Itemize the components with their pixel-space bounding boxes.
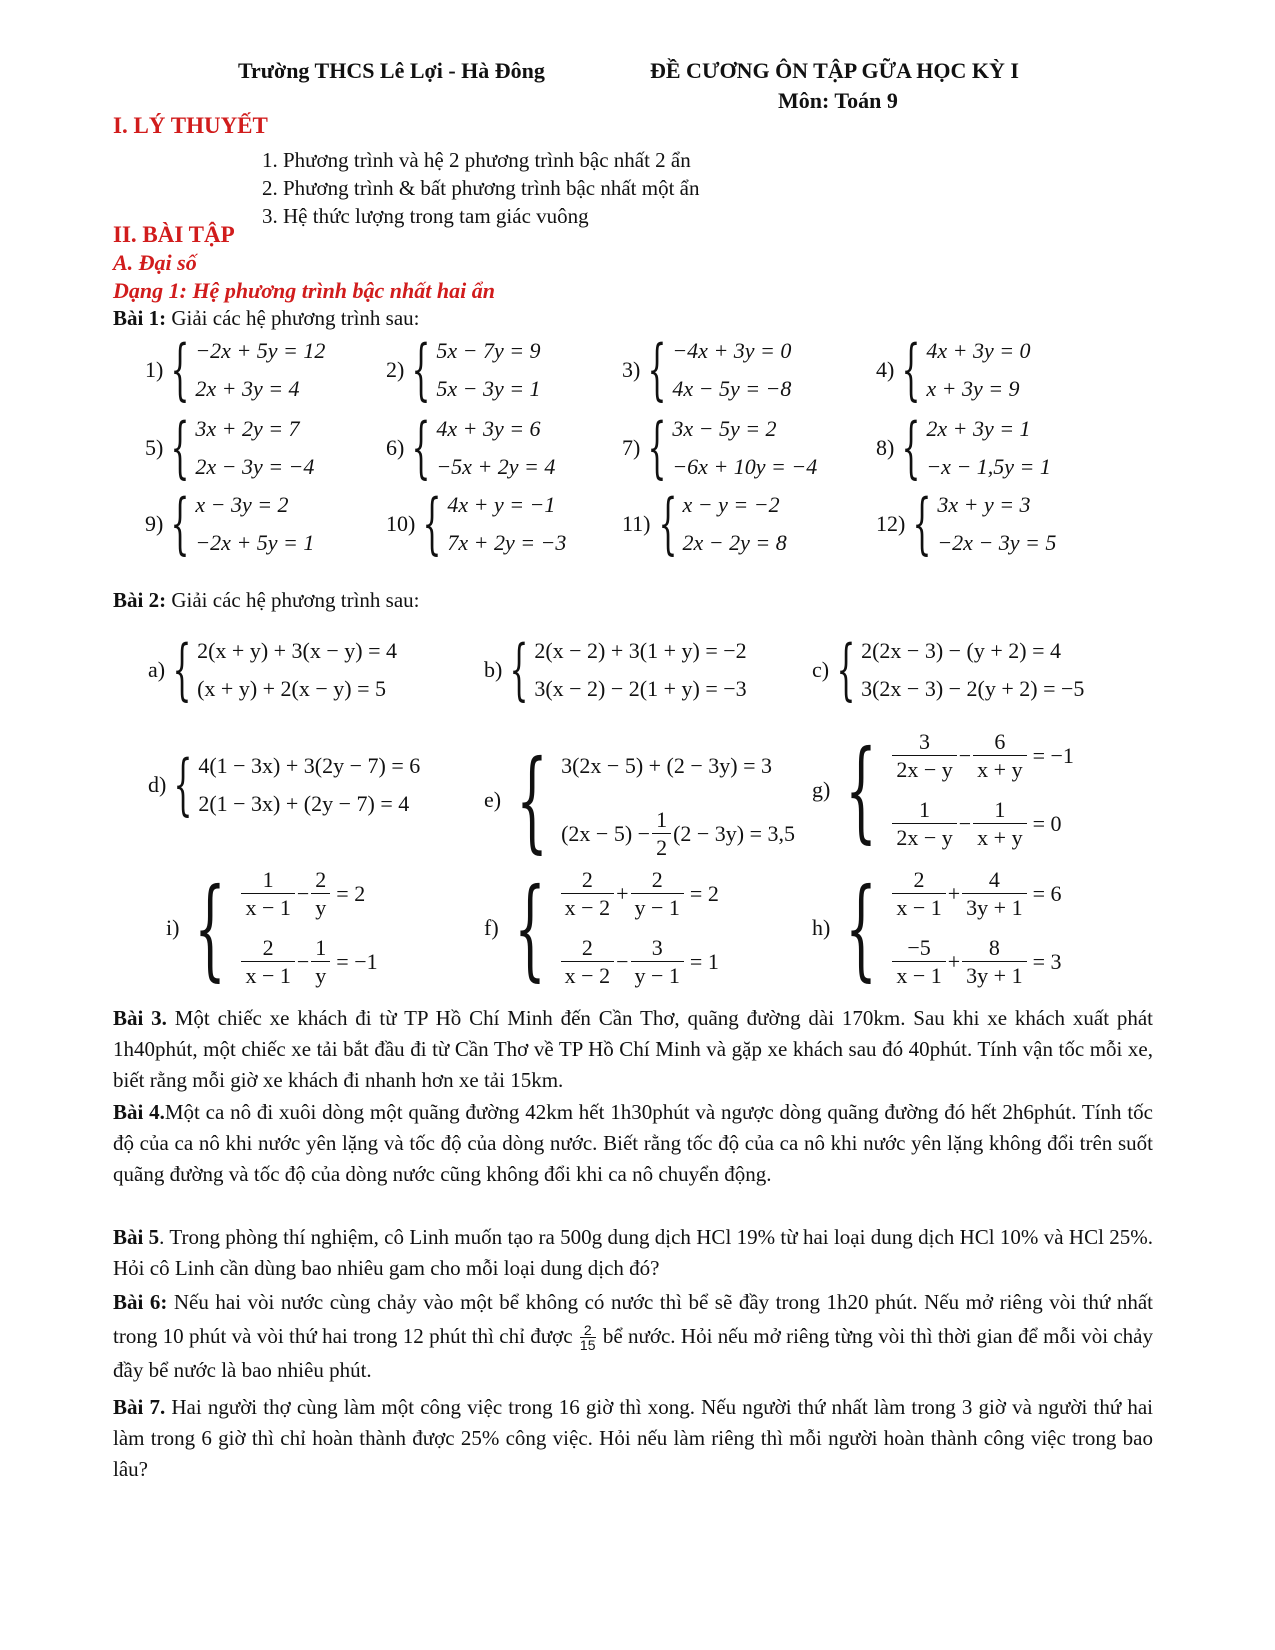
bai2-heading xyxy=(113,588,420,613)
rhs: = 2 xyxy=(336,881,366,906)
numerator: 1 xyxy=(994,796,1006,822)
problem-6 xyxy=(113,1285,1153,1387)
fraction xyxy=(973,797,1026,852)
system-8 xyxy=(876,410,1051,486)
system-label: 4) xyxy=(876,357,895,382)
rhs: = 6 xyxy=(1032,881,1062,906)
operator: − xyxy=(296,881,310,906)
problem-7 xyxy=(113,1392,1153,1485)
numerator: 1 xyxy=(315,934,327,960)
problem-text: . Trong phòng thí nghiệm, cô Linh muốn tạo ra 500g dung dịch HCl 19% từ hai loại dung dịch HCl 10% và HCl 25%. Hỏi cô Linh cần dùng bao nhiêu gam cho mỗi loại dung dịch đó? xyxy=(113,1225,1153,1280)
problem-text: Một chiếc xe khách đi từ TP Hồ Chí Minh đến Cần Thơ, quãng đường dài 170km. Sau khi xe khách xuất phát 1h40phút, một chiếc xe tải bắt đầu đi từ Cần Thơ về TP Hồ Chí Minh và gặp xe khách sau đó 40phút. Tính vận tốc mỗi xe, biết rằng mỗi giờ xe khách đi nhanh hơn xe tải 15km. xyxy=(113,1006,1153,1092)
brace-icon: { xyxy=(658,485,677,562)
denominator: 15 xyxy=(579,1337,596,1354)
denominator: x + y xyxy=(973,755,1026,784)
numerator: 8 xyxy=(988,934,1000,960)
brace-icon: { xyxy=(836,631,856,708)
bai2-text: Giải các hệ phương trình sau: xyxy=(166,588,420,612)
brace-icon: { xyxy=(172,631,192,708)
rhs: = 2 xyxy=(689,881,719,906)
equation: 4x − 5y = −8 xyxy=(672,376,792,401)
problem-text: Một ca nô đi xuôi dòng một quãng đường 42km hết 1h30phút và ngược dòng quãng đường đó hết 2h6phút. Tính tốc độ của ca nô khi nước yên lặng và tốc độ của dòng nước. Biết rằng tốc độ của ca nô khi nước yên lặng không đổi trên suốt quãng đường và tốc độ của dòng nước cũng không đổi khi ca nô chuyển động. xyxy=(113,1100,1153,1186)
system-label: 11) xyxy=(622,511,651,536)
equation: 3x + 2y = 7 xyxy=(195,416,300,441)
equation xyxy=(890,928,1061,996)
theory-list xyxy=(262,146,700,230)
system-label: e) xyxy=(484,787,502,812)
operator: − xyxy=(616,949,629,974)
system-label: 5) xyxy=(145,435,164,460)
denominator: x − 1 xyxy=(241,961,294,990)
equation: 7x + 2y = −3 xyxy=(447,530,567,555)
equation: (x + y) + 2(x − y) = 5 xyxy=(197,676,387,701)
brace-icon: { xyxy=(422,485,442,562)
operator: + xyxy=(947,949,961,974)
system-d xyxy=(148,747,420,823)
system-1 xyxy=(145,332,325,408)
system-g xyxy=(812,722,1074,858)
numerator: 2 xyxy=(262,934,274,960)
denominator: x − 1 xyxy=(892,961,945,990)
fraction xyxy=(241,867,294,922)
system-h xyxy=(812,860,1062,996)
equation: 2x − 2y = 8 xyxy=(682,530,787,555)
numerator: 2 xyxy=(315,866,327,892)
system-3 xyxy=(622,332,791,408)
brace-icon: { xyxy=(901,409,921,486)
denominator: x − 1 xyxy=(241,893,294,922)
equation xyxy=(561,800,795,868)
system-5 xyxy=(145,410,314,486)
denominator: 3y + 1 xyxy=(962,893,1026,922)
equation: 3(x − 2) − 2(1 + y) = −3 xyxy=(534,676,747,701)
equation: x − y = −2 xyxy=(682,492,780,517)
problem-3 xyxy=(113,1003,1153,1096)
exercises-heading: II. BÀI TẬP xyxy=(113,222,235,247)
system-label: 1) xyxy=(145,357,164,382)
equation: 2(x + y) + 3(x − y) = 4 xyxy=(197,638,398,663)
subject-line: Môn: Toán 9 xyxy=(778,88,898,113)
equation: 2(1 − 3x) + (2y − 7) = 4 xyxy=(198,791,410,816)
fraction xyxy=(561,935,614,990)
problem-text: Hai người thợ cùng làm một công việc trong 16 giờ thì xong. Nếu người thứ nhất làm trong 3 giờ và người thứ hai làm trong 6 giờ thì chỉ hoàn thành được 25% công việc. Hỏi nếu làm riêng thì mỗi người hoàn thành công việc trong bao lâu? xyxy=(113,1395,1154,1481)
denominator: x − 1 xyxy=(892,893,945,922)
fraction xyxy=(973,729,1026,784)
numerator: 2 xyxy=(913,866,925,892)
fraction xyxy=(892,729,956,784)
dang-heading: Dạng 1: Hệ phương trình bậc nhất hai ẩn xyxy=(113,278,495,303)
numerator: 2 xyxy=(651,866,663,892)
equation: −5x + 2y = 4 xyxy=(436,454,556,479)
denominator: x − 2 xyxy=(561,961,614,990)
system-label: d) xyxy=(148,772,167,797)
equation: 3(2x − 3) − 2(y + 2) = −5 xyxy=(861,676,1085,701)
equation: −6x + 10y = −4 xyxy=(672,454,818,479)
system-label: 10) xyxy=(386,511,416,536)
denominator: y xyxy=(311,893,330,922)
fraction xyxy=(892,867,945,922)
brace-icon: { xyxy=(170,409,190,486)
numerator: 1 xyxy=(656,806,668,832)
equation-part: (2 − 3y) = 3,5 xyxy=(673,821,796,846)
theory-item: 3. Hệ thức lượng trong tam giác vuông xyxy=(262,204,589,228)
equation: 2(2x − 3) − (y + 2) = 4 xyxy=(861,638,1062,663)
denominator: x + y xyxy=(973,823,1026,852)
rhs: = −1 xyxy=(1032,743,1074,768)
brace-icon: { xyxy=(194,864,227,992)
equation: 3(2x − 5) + (2 − 3y) = 3 xyxy=(561,753,773,778)
system-6 xyxy=(386,410,555,486)
equation: −2x − 3y = 5 xyxy=(937,530,1057,555)
system-4 xyxy=(876,332,1031,408)
problem-title: Bài 3. xyxy=(113,1006,167,1030)
system-label: 2) xyxy=(386,357,405,382)
operator: − xyxy=(958,811,972,836)
brace-icon: { xyxy=(845,864,878,992)
system-label: 12) xyxy=(876,511,906,536)
bai1-text: Giải các hệ phương trình sau: xyxy=(166,306,420,330)
problem-5 xyxy=(113,1222,1153,1284)
system-10 xyxy=(386,486,566,562)
system-label: 7) xyxy=(622,435,641,460)
denominator: 2x − y xyxy=(892,823,956,852)
system-label: b) xyxy=(484,657,503,682)
numerator: −5 xyxy=(907,934,931,960)
system-label: f) xyxy=(484,915,499,940)
system-label: a) xyxy=(148,657,166,682)
bai2-title: Bài 2: xyxy=(113,588,167,612)
system-c xyxy=(812,632,1084,708)
bai1-title: Bài 1: xyxy=(113,306,167,330)
bai1-heading xyxy=(113,306,420,331)
system-12 xyxy=(876,486,1056,562)
system-b xyxy=(484,632,747,708)
operator: + xyxy=(947,881,961,906)
system-9 xyxy=(145,486,314,562)
fraction xyxy=(241,935,294,990)
numerator: 1 xyxy=(262,866,274,892)
denominator: y − 1 xyxy=(631,961,684,990)
rhs: = −1 xyxy=(336,949,378,974)
equation xyxy=(559,928,719,996)
rhs: = 3 xyxy=(1032,949,1062,974)
system-11 xyxy=(622,486,787,562)
equation: x + 3y = 9 xyxy=(926,376,1020,401)
equation: 2(x − 2) + 3(1 + y) = −2 xyxy=(534,638,747,663)
denominator: 2 xyxy=(652,833,671,862)
system-i xyxy=(166,860,378,996)
equation xyxy=(890,722,1074,790)
system-label: 3) xyxy=(622,357,641,382)
equation: 3x − 5y = 2 xyxy=(672,416,777,441)
equation: 4x + 3y = 0 xyxy=(926,338,1031,363)
system-label: 6) xyxy=(386,435,405,460)
fraction xyxy=(580,1323,596,1353)
equation: 5x − 7y = 9 xyxy=(436,338,541,363)
rhs: = 0 xyxy=(1032,811,1062,836)
brace-icon: { xyxy=(170,331,190,408)
system-7 xyxy=(622,410,817,486)
system-2 xyxy=(386,332,541,408)
rhs: = 1 xyxy=(689,949,719,974)
numerator: 3 xyxy=(919,728,931,754)
brace-icon: { xyxy=(411,409,431,486)
document-title: ĐỀ CƯƠNG ÔN TẬP GỮA HỌC KỲ I xyxy=(650,58,1019,83)
system-f xyxy=(484,860,719,996)
theory-item: 1. Phương trình và hệ 2 phương trình bậc nhất 2 ẩn xyxy=(262,148,691,172)
brace-icon: { xyxy=(411,331,431,408)
denominator: y − 1 xyxy=(631,893,684,922)
equation: 3x + y = 3 xyxy=(937,492,1031,517)
denominator: x − 2 xyxy=(561,893,614,922)
numerator: 3 xyxy=(651,934,663,960)
equation xyxy=(890,860,1061,928)
problem-title: Bài 4. xyxy=(113,1100,165,1124)
problem-title: Bài 6: xyxy=(113,1290,168,1314)
system-label: g) xyxy=(812,777,831,802)
brace-icon: { xyxy=(513,864,546,992)
system-label: h) xyxy=(812,915,831,940)
fraction xyxy=(892,935,945,990)
operator: − xyxy=(296,949,310,974)
equation: −4x + 3y = 0 xyxy=(672,338,792,363)
theory-item: 2. Phương trình & bất phương trình bậc nhất một ẩn xyxy=(262,176,700,200)
brace-icon: { xyxy=(912,485,932,562)
part-heading: A. Đại số xyxy=(113,250,197,275)
equation: −2x + 5y = 12 xyxy=(195,338,326,363)
problem-text: Nếu hai vòi nước cùng chảy vào một bể không có nước thì bể sẽ đầy trong 1h20 phút. Nếu mở riêng vòi thứ nhất trong 10 phút và vòi thứ hai trong 12 phút thì chỉ được xyxy=(113,1290,1153,1348)
equation: x − 3y = 2 xyxy=(195,492,289,517)
brace-icon: { xyxy=(509,631,529,708)
problem-title: Bài 5 xyxy=(113,1225,160,1249)
fraction xyxy=(631,867,684,922)
equation xyxy=(239,928,377,996)
equation xyxy=(559,860,719,928)
theory-heading: I. LÝ THUYẾT xyxy=(113,113,268,138)
fraction xyxy=(311,935,330,990)
problem-4 xyxy=(113,1097,1153,1190)
numerator: 1 xyxy=(919,796,931,822)
numerator: 2 xyxy=(581,934,593,960)
brace-icon: { xyxy=(901,331,921,408)
fraction xyxy=(962,867,1026,922)
numerator: 2 xyxy=(583,1322,592,1339)
equation: 2x + 3y = 1 xyxy=(926,416,1031,441)
equation: 4(1 − 3x) + 3(2y − 7) = 6 xyxy=(198,753,421,778)
brace-icon: { xyxy=(647,331,667,408)
fraction xyxy=(631,935,684,990)
system-label: 9) xyxy=(145,511,164,536)
problem-title: Bài 7. xyxy=(113,1395,166,1419)
brace-icon: { xyxy=(516,736,548,864)
system-e xyxy=(484,732,795,868)
equation: 2x + 3y = 4 xyxy=(195,376,300,401)
operator: − xyxy=(958,743,972,768)
system-a xyxy=(148,632,397,708)
equation: −x − 1,5y = 1 xyxy=(926,454,1051,479)
equation xyxy=(890,790,1074,858)
system-label: i) xyxy=(166,915,180,940)
denominator: 2x − y xyxy=(892,755,956,784)
fraction xyxy=(311,867,330,922)
fraction xyxy=(892,797,956,852)
brace-icon: { xyxy=(647,409,667,486)
equation: 5x − 3y = 1 xyxy=(436,376,541,401)
system-label: 8) xyxy=(876,435,895,460)
numerator: 4 xyxy=(988,866,1000,892)
brace-icon: { xyxy=(170,485,190,562)
equation: 4x + 3y = 6 xyxy=(436,416,541,441)
system-label: c) xyxy=(812,657,830,682)
equation: −2x + 5y = 1 xyxy=(195,530,315,555)
operator: + xyxy=(616,881,629,906)
denominator: y xyxy=(311,961,330,990)
fraction xyxy=(652,807,671,862)
brace-icon: { xyxy=(173,746,193,823)
fraction xyxy=(561,867,614,922)
brace-icon: { xyxy=(845,726,878,854)
equation: 2x − 3y = −4 xyxy=(195,454,315,479)
equation-part: (2x − 5) − xyxy=(561,821,651,846)
problem-text: bể nước. Hỏi nếu mở riêng từng vòi thì thời gian để mỗi vòi chảy đầy bể nước là bao nhiêu phút. xyxy=(113,1324,1154,1383)
numerator: 6 xyxy=(994,728,1006,754)
equation xyxy=(239,860,377,928)
numerator: 2 xyxy=(581,866,593,892)
fraction xyxy=(962,935,1026,990)
denominator: 3y + 1 xyxy=(962,961,1026,990)
equation: 4x + y = −1 xyxy=(447,492,556,517)
school-name: Trường THCS Lê Lợi - Hà Đông xyxy=(238,58,545,83)
